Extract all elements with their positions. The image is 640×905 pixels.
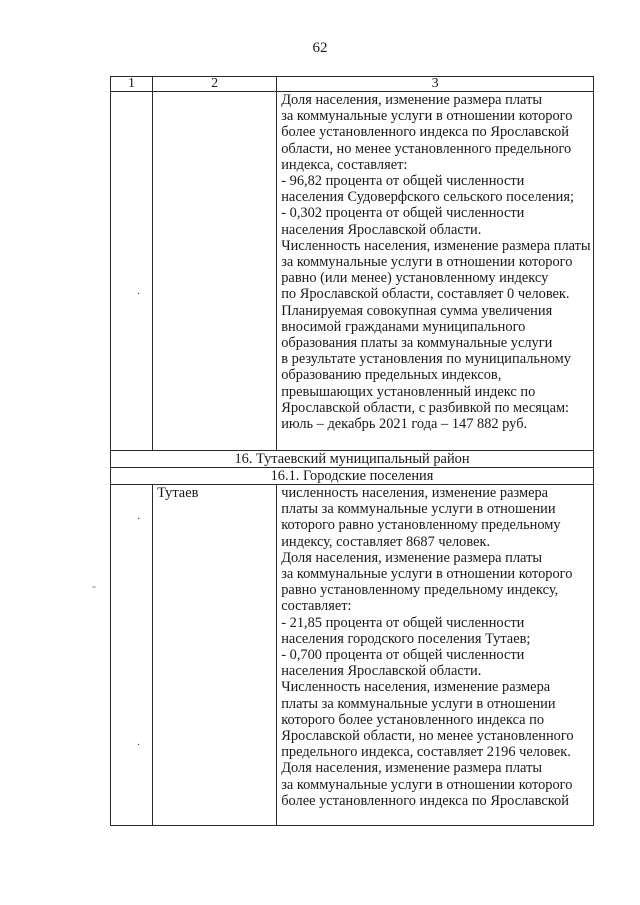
row1-text-line: более установленного индекса по Ярославской — [281, 124, 569, 141]
row2-text-line: платы за коммунальные услуги в отношении — [281, 501, 556, 518]
row2-text-line: населения городского поселения Тутаев; — [281, 630, 531, 647]
header-col-1: 1 — [111, 77, 153, 92]
row1-text-line: превышающих установленный индекс по — [281, 383, 536, 400]
row1-text-line: Доля населения, изменение размера платы — [281, 92, 543, 108]
row2-text-line: - 0,700 процента от общей численности — [281, 647, 525, 664]
row1-text-line: июль – декабрь 2021 года – 147 882 руб. — [281, 416, 528, 433]
row1-text-line: по Ярославской области, составляет 0 человек. — [281, 286, 570, 303]
row1-text-line: вносимой гражданами муниципального — [281, 318, 526, 335]
section-row — [111, 451, 594, 468]
margin-mark: - — [92, 579, 96, 593]
row2-text-line: - 21,85 процента от общей численности — [281, 614, 525, 631]
row2-mark-1: · — [137, 514, 141, 525]
row2-text-line: Численность населения, изменение размера — [281, 679, 551, 696]
row1-mark: · — [137, 289, 141, 300]
row2-mark-2: · — [137, 740, 141, 751]
row1-text-line: Численность населения, изменение размера платы — [281, 237, 591, 254]
row1-text-line: населения Судоверфского сельского поселения; — [281, 189, 574, 206]
subsection-row — [111, 468, 594, 485]
row1-text-line: образованию предельных индексов, — [281, 367, 502, 384]
document-table — [110, 76, 594, 826]
row1-text-line: - 0,302 процента от общей численности — [281, 205, 525, 222]
row1-text-line: Планируемая совокупная сумма увеличения — [281, 302, 553, 319]
row2-text-line: Доля населения, изменение размера платы — [281, 760, 543, 777]
row2-text-line: индексу, составляет 8687 человек. — [281, 533, 491, 550]
row2-text-line: которого равно установленному предельному — [281, 517, 561, 534]
row2-text-line: за коммунальные услуги в отношении которого — [281, 776, 573, 793]
row2-text-line: Ярославской области, но менее установленного — [281, 728, 574, 745]
row1-text — [281, 92, 589, 432]
row2-text — [281, 485, 589, 809]
row2-text-line: равно установленному предельному индексу, — [281, 582, 559, 599]
page-number: 62 — [312, 40, 328, 56]
row2-text-line: предельного индекса, составляет 2196 человек. — [281, 744, 571, 761]
row2-text-line: которого более установленного индекса по — [281, 711, 545, 728]
row2-col1 — [111, 485, 153, 826]
row1-text-line: в результате установления по муниципальному — [281, 351, 571, 368]
row1-text-line: Ярославской области, с разбивкой по месяцам: — [281, 399, 570, 416]
header-col-3: 3 — [277, 77, 594, 92]
row2-text-line: за коммунальные услуги в отношении которого — [281, 566, 573, 583]
table-header-row — [111, 77, 594, 92]
row1-col1 — [111, 92, 153, 451]
header-col-2: 2 — [153, 77, 277, 92]
row2-text-line: численность населения, изменение размера — [281, 485, 549, 501]
table-row — [111, 485, 594, 826]
row2-text-line: более установленного индекса по Ярославской — [281, 792, 569, 809]
row1-text-line: области, но менее установленного предельного — [281, 140, 572, 157]
row2-text-line: составляет: — [281, 598, 352, 615]
row1-col2 — [153, 92, 277, 451]
subsection-title: 16.1. Городские поселения — [111, 468, 594, 485]
row2-text-line: Доля населения, изменение размера платы — [281, 549, 543, 566]
table-row — [111, 92, 594, 451]
row1-text-line: индекса, составляет: — [281, 156, 408, 173]
row1-text-line: равно (или менее) установленному индексу — [281, 270, 549, 287]
row2-text-line: населения Ярославской области. — [281, 663, 482, 680]
row1-text-line: населения Ярославской области. — [281, 221, 482, 238]
row1-text-line: образования платы за коммунальные услуги — [281, 335, 553, 352]
row1-col3 — [277, 92, 594, 451]
row1-text-line: за коммунальные услуги в отношении которого — [281, 254, 573, 271]
row1-text-line: - 96,82 процента от общей численности — [281, 173, 525, 190]
row1-text-line: за коммунальные услуги в отношении которого — [281, 108, 573, 125]
row2-text-line: платы за коммунальные услуги в отношении — [281, 695, 556, 712]
row2-col3 — [277, 485, 594, 826]
row2-col2: Тутаев — [153, 485, 277, 826]
section-title: 16. Тутаевский муниципальный район — [111, 451, 594, 468]
